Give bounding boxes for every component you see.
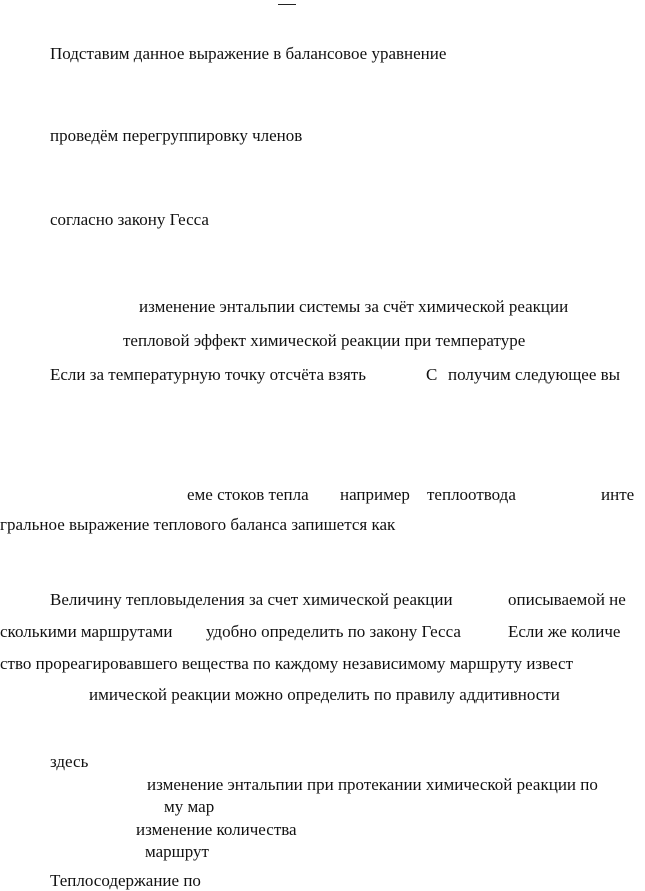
fraction-bar-fragment — [278, 4, 296, 5]
text-line-8: гральное выражение теплового баланса запишется как — [0, 515, 396, 534]
text-line-15: му мар — [164, 797, 215, 816]
text-line-14: изменение энтальпии при протекании химической реакции по — [147, 775, 598, 794]
text-line-5: тепловой эффект химической реакции при температуре — [123, 331, 526, 350]
text-line-18: Теплосодержание по — [50, 871, 201, 890]
text-line-7c: теплоотвода — [427, 485, 516, 504]
text-line-10b: удобно определить по закону Гесса — [206, 622, 461, 641]
text-line-10c: Если же количе — [508, 622, 621, 641]
text-line-10a: сколькими маршрутами — [0, 622, 173, 641]
text-line-6b: С — [426, 365, 438, 384]
text-line-12: имической реакции можно определить по правилу аддитивности — [89, 685, 560, 704]
text-line-17: маршрут — [145, 842, 209, 861]
text-line-16: изменение количества — [136, 820, 297, 839]
text-line-4: изменение энтальпии системы за счёт химической реакции — [139, 297, 569, 316]
text-line-6c: получим следующее вы — [448, 365, 621, 384]
text-line-9a: Величину тепловыделения за счет химической реакции — [50, 590, 453, 609]
text-line-3: согласно закону Гесса — [50, 210, 209, 229]
text-line-11: ство прореагировавшего вещества по каждому независимому маршруту извест — [0, 654, 574, 673]
text-line-7d: инте — [601, 485, 635, 504]
text-line-6a: Если за температурную точку отсчёта взять — [50, 365, 366, 384]
text-line-13: здесь — [50, 752, 89, 771]
text-line-1: Подставим данное выражение в балансовое уравнение — [50, 44, 447, 63]
text-line-7a: еме стоков тепла — [187, 485, 309, 504]
text-line-7b: например — [340, 485, 410, 504]
text-line-2: проведём перегруппировку членов — [50, 126, 303, 145]
text-line-9b: описываемой не — [508, 590, 626, 609]
